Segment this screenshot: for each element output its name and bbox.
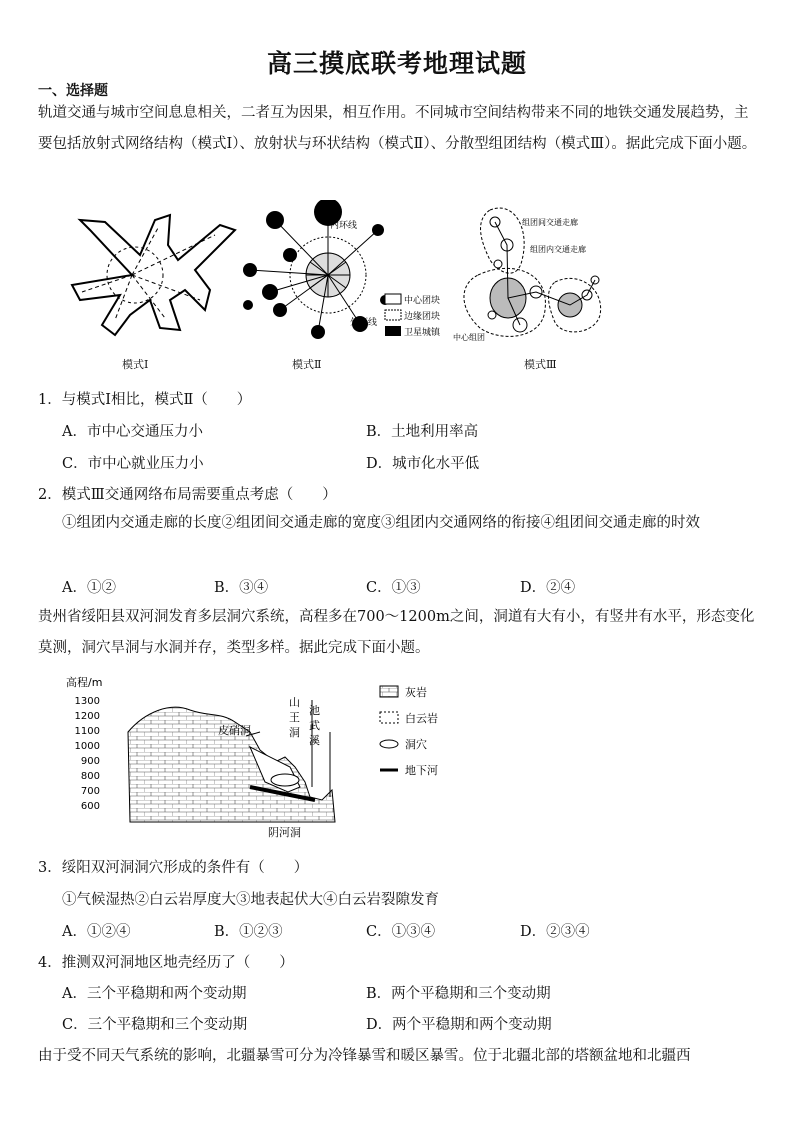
q3-stem: 3．绥阳双河洞洞穴形成的条件有（ ） <box>38 860 309 876</box>
legend-central-block: 中心团块 <box>404 296 441 306</box>
q2-option-d[interactable]: D．②④ <box>520 580 576 596</box>
q2-option-a[interactable]: A．①② <box>62 580 116 596</box>
section-heading: 一、选择题 <box>38 83 108 99</box>
svg-text:900: 900 <box>80 756 100 767</box>
caption-mode1: 模式Ⅰ <box>122 358 149 371</box>
fig2-label-shanwangdong: 山王洞 <box>289 696 300 739</box>
q2-items: ①组团内交通走廊的长度②组团间交通走廊的宽度③组团内交通网络的衔接④组团间交通走廊的时效 <box>62 515 700 531</box>
q4-option-a[interactable]: A．三个平稳期和两个变动期 <box>62 986 247 1002</box>
passage-2: 贵州省绥阳县双河洞发育多层洞穴系统，高程多在700～1200m之间，洞道有大有小，有竖井有水平，形态变化莫测，洞穴旱洞与水洞并存，类型多样。据此完成下面小题。 <box>38 609 755 656</box>
svg-text:700: 700 <box>80 786 100 797</box>
q3-option-c[interactable]: C．①③④ <box>366 924 436 940</box>
svg-text:1200: 1200 <box>74 711 100 722</box>
q1-option-d[interactable]: D．城市化水平低 <box>366 456 480 472</box>
q2-option-b[interactable]: B．③④ <box>214 580 269 596</box>
svg-text:1100: 1100 <box>74 726 100 737</box>
mode3-intra-corridor-label: 组团内交通走廊 <box>530 245 586 254</box>
legend-cave: 洞穴 <box>405 738 427 751</box>
legend-edge-block: 边缘团块 <box>404 312 441 322</box>
fig2-y-ticks <box>75 696 100 812</box>
fig2-label-yinhedong: 阴河洞 <box>268 826 301 839</box>
page-title: 高三摸底联考地理试题 <box>266 49 527 78</box>
svg-text:1300: 1300 <box>74 696 100 707</box>
q4-option-b[interactable]: B．两个平稳期和三个变动期 <box>366 986 551 1002</box>
q3-option-d[interactable]: D．②③④ <box>520 924 590 940</box>
legend-limestone: 灰岩 <box>405 686 427 699</box>
svg-text:800: 800 <box>80 771 100 782</box>
q1-option-b[interactable]: B．土地利用率高 <box>366 424 479 440</box>
q2-stem: 2．模式Ⅲ交通网络布局需要重点考虑（ ） <box>38 487 337 503</box>
fig2-label-pixiaodong: 皮硝洞 <box>218 724 251 737</box>
figure-cave-profile <box>60 672 460 844</box>
legend-underground-river: 地下河 <box>405 764 438 777</box>
fig2-label-chiwuxi: 池武溪 <box>309 704 320 747</box>
mode3-inter-corridor-label: 组团间交通走廊 <box>522 218 578 227</box>
fig2-legend <box>380 685 438 777</box>
svg-text:600: 600 <box>80 801 100 812</box>
q1-stem: 1．与模式Ⅰ相比，模式Ⅱ（ ） <box>38 392 252 408</box>
q1-option-a[interactable]: A．市中心交通压力小 <box>62 424 203 440</box>
q4-option-c[interactable]: C．三个平稳期和三个变动期 <box>62 1017 248 1033</box>
legend-satellite-town: 卫星城镇 <box>404 328 441 338</box>
mode1-diagram <box>72 215 235 335</box>
passage-1: 轨道交通与城市空间息息相关，二者互为因果，相互作用。不同城市空间结构带来不同的地铁交通发展趋势，主要包括放射式网络结构（模式Ⅰ）、放射状与环状结构（模式Ⅱ）、分散型组团结构（模式Ⅲ）。据此完成下面小题。 <box>38 105 757 152</box>
svg-text:1000: 1000 <box>74 741 100 752</box>
mode2-inner-ring-label: 内环线 <box>330 221 358 231</box>
caption-mode2: 模式Ⅱ <box>292 358 322 371</box>
q4-stem: 4．推测双河洞地区地壳经历了（ ） <box>38 955 294 971</box>
q3-items: ①气候湿热②白云岩厚度大③地表起伏大④白云岩裂隙发育 <box>62 892 439 908</box>
caption-mode3: 模式Ⅲ <box>524 358 557 371</box>
passage-3: 由于受不同天气系统的影响，北疆暴雪可分为冷锋暴雪和暖区暴雪。位于北疆北部的塔额盆地和北疆西 <box>38 1048 691 1064</box>
q3-option-a[interactable]: A．①②④ <box>62 924 131 940</box>
fig2-ylabel: 高程/m <box>66 676 103 689</box>
q4-option-d[interactable]: D．两个平稳期和两个变动期 <box>366 1017 552 1033</box>
q1-option-c[interactable]: C．市中心就业压力小 <box>62 456 204 472</box>
figure-urban-structures <box>60 200 620 350</box>
mode2-diagram <box>243 200 441 339</box>
mode3-diagram <box>453 208 601 342</box>
q3-option-b[interactable]: B．①②③ <box>214 924 283 940</box>
mode3-central-group-label: 中心组团 <box>453 333 485 342</box>
mode2-outer-ring-label: 外环线 <box>350 318 378 328</box>
q2-option-c[interactable]: C．①③ <box>366 580 421 596</box>
legend-dolomite: 白云岩 <box>405 712 438 725</box>
